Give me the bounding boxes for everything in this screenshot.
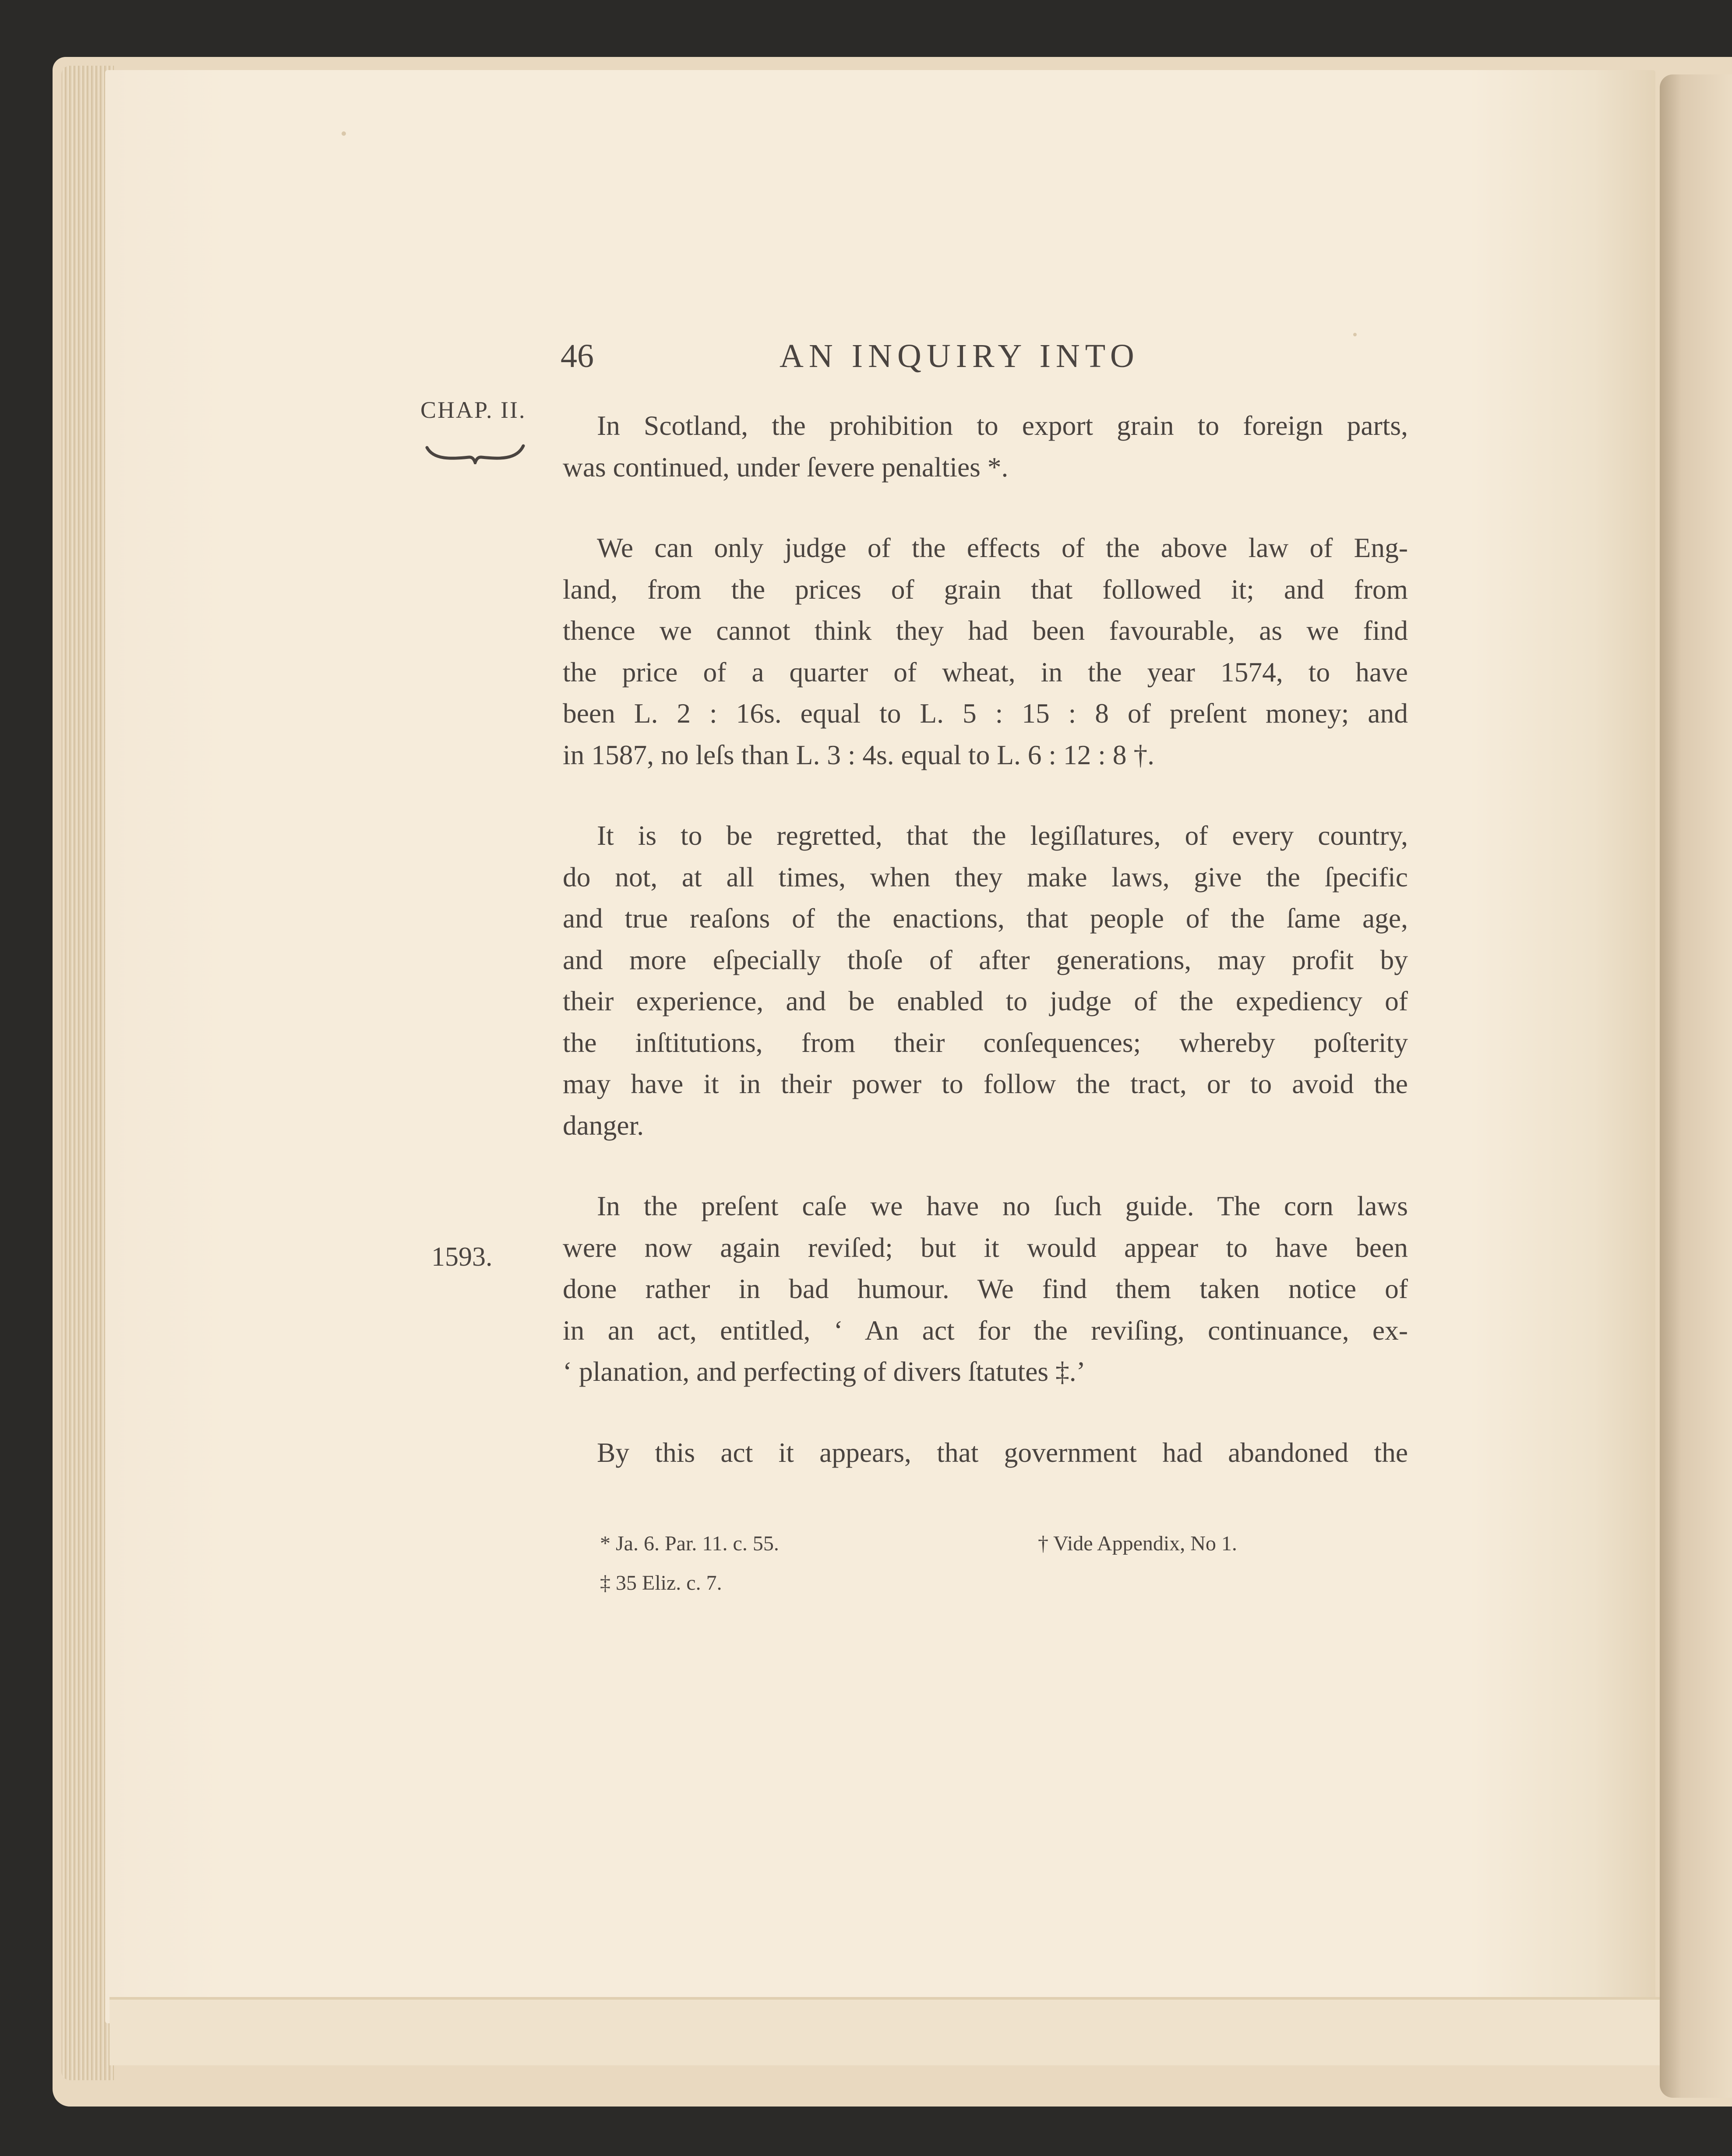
text-line: ‘ planation, and perfecting of divers ſtatutes ‡.’ [563,1356,1086,1387]
text-line: their experience, and be enabled to judge of the expediency of [563,985,1408,1016]
text-line: done rather in bad humour. We find them taken notice of [563,1273,1408,1304]
paper-spot [342,131,346,136]
brace-ornament [425,442,526,464]
text-line: the inſtitutions, from their conſequences; whereby poſterity [563,1027,1408,1058]
text-line: do not, at all times, when they make laws, give the ſpecific [563,861,1408,893]
paragraph [563,1186,1408,1393]
page-bottom-edge [109,1997,1660,2065]
margin-year-note: 1593. [431,1242,493,1272]
paragraph [563,527,1408,776]
text-line: By this act it appears, that government had abandoned the [597,1436,1408,1468]
paragraph [563,1432,1408,1474]
text-line: in 1587, no leſs than L. 3 : 4s. equal to L. 6 : 12 : 8 †. [563,739,1155,770]
text-line: It is to be regretted, that the legiſlatures, of every country, [597,820,1408,851]
text-line: thence we cannot think they had been favourable, as we find [563,615,1408,646]
text-line: We can only judge of the effects of the above law of Eng- [597,532,1408,563]
text-line: may have it in their power to follow the tract, or to avoid the [563,1068,1408,1099]
text-line: In the preſent caſe we have no ſuch guide. The corn laws [597,1190,1408,1221]
margin-chapter-note: CHAP. II. [420,397,526,423]
footnote-dagger: † Vide Appendix, No 1. [1038,1532,1237,1555]
paragraph [563,405,1408,488]
text-line: and more eſpecially thoſe of after generations, may profit by [563,944,1408,975]
text-line: been L. 2 : 16s. equal to L. 5 : 15 : 8 of preſent money; and [563,698,1408,729]
text-line: In Scotland, the prohibition to export grain to foreign parts, [597,410,1408,441]
text-line: were now again reviſed; but it would appear to have been [563,1231,1408,1263]
text-line: was continued, under ſevere penalties *. [563,451,1009,483]
text-line: land, from the prices of grain that followed it; and from [563,573,1408,605]
running-title: AN INQUIRY INTO [780,338,1139,374]
text-line: in an act, entitled, ‘ An act for the reviſing, continuance, ex- [563,1314,1408,1346]
next-page-edge [1660,74,1732,2098]
text-line: danger. [563,1109,644,1141]
text-line: and true reaſons of the enactions, that people of the ſame age, [563,903,1408,934]
page-number: 46 [561,338,594,374]
footnote-double-dagger: ‡ 35 Eliz. c. 7. [600,1571,722,1595]
paragraph [563,815,1408,1146]
text-line: the price of a quarter of wheat, in the year 1574, to have [563,656,1408,688]
running-head [561,337,1182,390]
paper-spot [1353,333,1357,336]
footnote-star: * Ja. 6. Par. 11. c. 55. [600,1532,779,1555]
body-text [563,405,1408,1473]
